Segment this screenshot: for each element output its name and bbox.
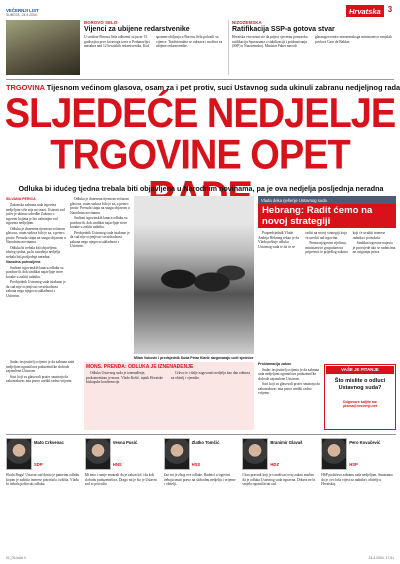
teaser-left-body: U srediste Borova Sela odlozeni su jucer 13. godisnjica prve krvavoga izrve u Podunavlju i masakra nad 12 hrvatskih redarstvenika. Kod spomen-obiljezja u Borovu Selu polozili su vijence. Tradicionalno se odrzava i molitva za ubijene redarstvenike. [84, 35, 223, 48]
opinion-party: SDP [34, 462, 43, 467]
footer-right: 23.4.2004. 17:51 [368, 556, 394, 560]
teaser-left-kicker: BOROVO SELO [84, 20, 118, 25]
teaser-right-body: Hrvatska vise nemi sto da prijeci sjevernu pomorsku ratifikaciju Sporazuma o stabilizaciji i pridruzivanju (SSP) u Nizozemskoj. Ministar Faber navodi glasnogovornice nizozemskoga ministarstva vanjskih poslova Caro de Bakker. [232, 35, 392, 48]
opinion-name: Zlatko Tomčić [191, 440, 220, 445]
opinion-portrait [242, 438, 268, 470]
sidebar-kicker-bar: Vlada deka rješenje Ustavnog suda [258, 196, 396, 204]
main-body-col2-p3: Predsjednik Ustavnog suda istaknuo je da sud nije ocjenjivao svrsishodnost zakona nego njegovu sukladnost s Ustavom. [70, 230, 130, 248]
opinion-name: Pero Kovačević [349, 440, 381, 445]
lead-rule [6, 79, 394, 80]
opinion-body: I kao pravnik koji je istraživao ovaj zakon mislim da je odluka Ustavnog suda ispravna. Država ne bi smjela ograničavati rad. [242, 473, 316, 486]
main-body-col2-p1: Odluka je donesena tijesnom većinom glasova, osam sudaca bilo je za, a petero protiv. Presuda stupa na snagu objavom u Narodnim novinama. [70, 197, 130, 215]
opinion-card [321, 438, 396, 548]
poll-title: VAŠE JE PITANJE [326, 366, 394, 374]
teaser-divider [228, 20, 229, 75]
proclamation-left-p1: Sudac izvjestitelj ocijenio je da zabrana rada nedjeljom ograničava poduzetničke slobode zajamčene Ustavom. [6, 360, 75, 373]
footer-left: 01_03.indd 3 [6, 556, 26, 560]
opinion-portrait [321, 438, 347, 470]
main-body-p5: Predsjednik Ustavnog suda istaknuo je da sud nije ocjenjivao svrsishodnost zakona nego njegovu sukladnost s Ustavom. [6, 280, 66, 298]
main-body-p4: Sudioni trgovinskih lanaca odluku su pozdravili, dok sindikat najavljuje nove korake u zaštiti radnika. [6, 265, 64, 279]
sidebar-body-p1: Potpredsjednik Vlade Andrija Hebrang rekao je da Vlada poštuje odluku Ustavnog suda te da će se raditi na novoj strategiji koja će urediti rad trgovina. [258, 231, 347, 249]
teaser-left-title: Vijenci za ubijene redarstvenike [84, 26, 190, 33]
opinion-body: Žao mi je zbog ove odluke. Radnici u trgovini trebaju imati pravo na slobodnu nedjelju i vrijeme s obitelji. [163, 473, 236, 486]
opinion-party: HDZ [270, 462, 279, 467]
main-body-col2 [70, 197, 130, 357]
sidebar-body [258, 231, 396, 359]
teaser-right-title: Ratifikacija SSP-a gotova stvar [232, 26, 335, 33]
mons-body [86, 371, 252, 427]
proclamation-heading: Proklamacija zakon [258, 362, 292, 366]
subheadline: Odluka bi idućeg tjedna trebala biti objavljena u Narodnim novinama, pa je ova nedjelja posljednja neradna [18, 184, 384, 193]
opinions-row [6, 438, 396, 548]
main-photo-people [150, 255, 245, 315]
page-number: 3 [387, 5, 393, 14]
proclamation-right-p2: Suci koji su glasovali protiv smatraju da zakonodavac ima pravo urediti radno vrijeme. [258, 382, 320, 395]
mons-body-p1: Odluka Ustavnog suda je iznenađenje, prokomentirao je mons. Vlado Košić, tajnik Hrvatske biskupske konferencije. [86, 371, 163, 384]
section-label: Hrvatska [346, 5, 384, 17]
opinion-body: Hvala Bogu! Ustavni sud donio je pametnu odluku kojom je zaštitio interese potrošača i tržišta. Vlada bi trebala poštovati odluku. [6, 473, 80, 486]
proclamation-right-p1: Sudac izvjestitelj ocijenio je da zabrana rada nedjeljom ograničava poduzetničke slobode zajamčene Ustavom. [258, 367, 319, 381]
opinion-card [164, 438, 239, 548]
main-body-p1: Zakonska zabrana rada trgovina nedjeljom više nije na snazi. Ustavni sud jučer je ukinuo odredbe Zakona o trgovini kojima je bio zabranjen rad trgovina nedjeljom. [6, 203, 65, 225]
main-body-p2: Odluka je donesena tijesnom većinom glasova, osam sudaca bilo je za, a petero protiv. Presuda stupa na snagu objavom u Narodnim novinama. [6, 226, 66, 244]
opinion-body: Mi smo i ranije smatrali da je zakon loš i da krši slobodu poduzetništva. Drago mi je što je Ustavni sud to potvrdio. [84, 473, 157, 486]
poll-question: Što mislite o odluci Ustavnog suda? [334, 378, 386, 391]
masthead-paper: VEČERNJI LIST [6, 8, 39, 13]
mons-kicker: MONS. PRENDA: ODLUKA JE IZNENAĐENJE [86, 364, 194, 370]
sidebar-title: Hebrang: Radit ćemo na novoj strategiji [262, 205, 373, 227]
proclamation-left-p2: Suci koji su glasovali protiv smatraju da zakonodavac ima pravo urediti radno vrijeme. [6, 374, 73, 383]
main-body-subhead: Narodna pohvaljena [6, 260, 41, 264]
opinion-name: Mato Crkvenac [34, 440, 64, 445]
opinion-portrait [85, 438, 111, 470]
poll-contact: Odgovore šaljite na: pisma@vecernji.net [342, 400, 378, 408]
photo-caption: Milan Vuković i predsjednik Suda Petar Klarić razgovaraju uoči sjednice [134, 356, 254, 360]
opinion-portrait [6, 438, 32, 470]
lead-text: Tijesnom većinom glasova, osam za i pet protiv, suci Ustavnog suda ukinuli zabranu nedjeljnog rada [46, 83, 400, 92]
opinion-card [85, 438, 160, 548]
opinion-body: HSP podržava zabranu rada nedjeljom. Smatramo da je ovo loša vijest za radnike i obitelji u Hrvatskoj. [321, 473, 393, 486]
masthead-date: SUBOTA, 24.4.2004. [6, 13, 38, 17]
teaser-right-kicker: NIZOZEMSKA [232, 20, 262, 25]
byline: SILVANA PERICA [6, 197, 36, 201]
proclamation-right [258, 362, 320, 432]
sidebar-body-p3: Sindikat trgovine najavio je prosvjede ako se radnicima ne osiguraju prava. [352, 241, 396, 254]
sidebar-body-p2: Prema njegovim riječima, ministarstvo gospodarstva pripremit će prijedlog zakona koji će uvažiti interese radnika i potrošača. [305, 231, 386, 254]
main-body-col2-p2: Sudioni trgovinskih lanaca odluku su pozdravili, dok sindikat najavljuje nove korake u zaštiti radnika. [70, 216, 128, 229]
teaser-left-photo [6, 20, 80, 75]
opinion-name: Branimir Glavaš [270, 440, 303, 445]
opinion-party: HNS [112, 462, 122, 467]
lead-kicker: TRGOVINA [6, 83, 45, 92]
opinion-party: HSP [349, 462, 358, 467]
proclamation-left [6, 360, 80, 430]
headline-line2: TRGOVINE OPET [50, 132, 350, 179]
opinions-rule [6, 434, 396, 435]
mons-body-p2: Crkva će i dalje zagovarati nedjelju kao dan odmora za obitelj i vjernike. [171, 371, 251, 380]
main-body-p3: Odluka bi trebala biti objavljena idućeg tjedna, pa bi sutrašnja nedjelja trebala biti posljednja neradna. [6, 245, 61, 259]
opinion-card [242, 438, 317, 548]
headline-line1: SLJEDEĆE NEDJELJE [4, 90, 396, 138]
opinion-party: HSS [191, 462, 201, 467]
opinion-card [6, 438, 81, 548]
main-body-col1 [6, 203, 66, 357]
opinion-portrait [164, 438, 190, 470]
opinion-name: Vesna Pusić [112, 440, 138, 445]
